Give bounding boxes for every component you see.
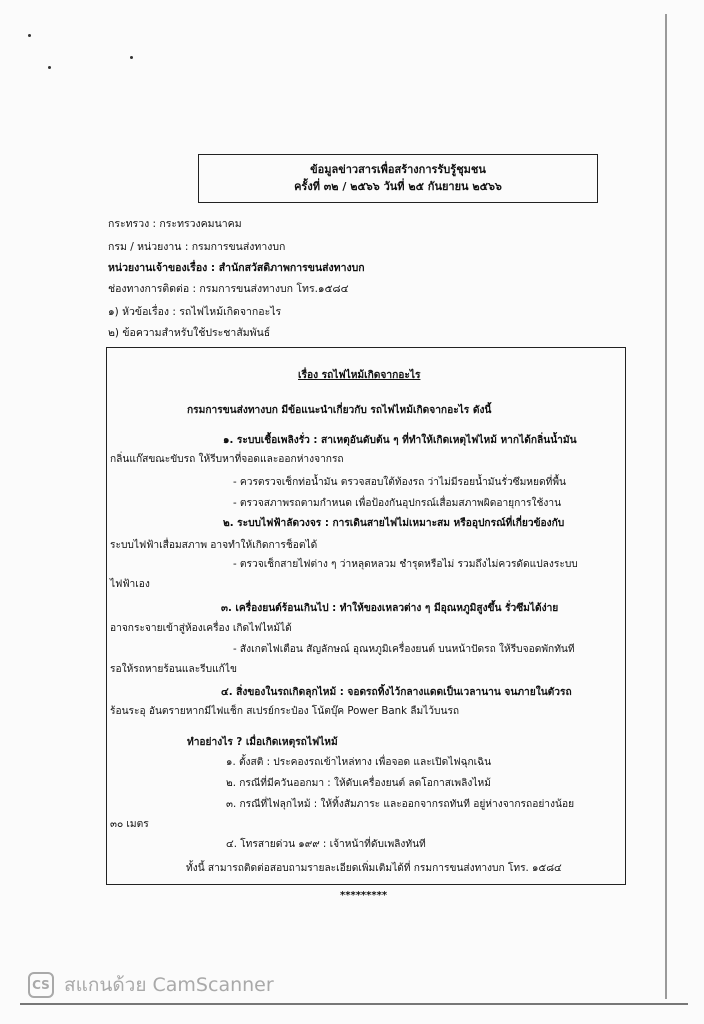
scan-speck (48, 66, 51, 69)
meta-pr-message: ๒) ข้อความสำหรับใช้ประชาสัมพันธ์ (108, 327, 271, 339)
section-2-bullet-1: - ตรวจเช็กสายไฟต่าง ๆ ว่าหลุดหลวม ชำรุดหรือไม่ รวมถึงไม่ควรดัดแปลงระบบ (233, 559, 578, 570)
how-to-step-3-cont: ๓๐ เมตร (110, 819, 149, 830)
camscanner-logo-icon: CS (28, 972, 54, 998)
how-to-step-3: ๓. กรณีที่ไฟลุกไหม้ : ให้ทิ้งสัมภาระ และออกจากรถทันที อยู่ห่างจากรถอย่างน้อย (226, 799, 575, 810)
section-3-heading: ๓. เครื่องยนต์ร้อนเกินไป : ทำให้ของเหลวต่าง ๆ มีอุณหภูมิสูงขึ้น รั่วซึมได้ง่าย (221, 603, 559, 614)
meta-contact: ช่องทางการติดต่อ : กรมการขนส่งทางบก โทร.๑๕๘๔ (108, 283, 349, 295)
section-2-bullet-1-cont: ไฟฟ้าเอง (110, 579, 150, 590)
camscanner-watermark (28, 970, 274, 1000)
section-2-text: ระบบไฟฟ้าเสื่อมสภาพ อาจทำให้เกิดการช็อตได้ (110, 540, 318, 551)
section-1-bullet-1: - ควรตรวจเช็กท่อน้ำมัน ตรวจสอบใต้ท้องรถ ว่าไม่มีรอยน้ำมันรั่วซึมหยดที่พื้น (233, 477, 566, 488)
how-to-step-2: ๒. กรณีที่มีควันออกมา : ให้ดับเครื่องยนต์ ลดโอกาสเพลิงไหม้ (226, 778, 491, 789)
header-box (198, 154, 598, 203)
meta-ministry: กระทรวง : กระทรวงคมนาคม (108, 218, 242, 230)
header-title: ข้อมูลข่าวสารเพื่อสร้างการรับรู้ชุมชน (310, 163, 486, 176)
end-mark: ********* (340, 890, 388, 901)
scan-speck (28, 34, 31, 37)
section-4-text: ร้อนระอุ อันตรายหากมีไฟแช็ก สเปรย์กระป๋อง โน้ตบุ๊ค Power Bank ลืมไว้บนรถ (110, 706, 460, 717)
section-4-heading: ๔. สิ่งของในรถเกิดลุกไหม้ : จอดรถทิ้งไว้กลางแดดเป็นเวลานาน จนภายในตัวรถ (221, 687, 572, 698)
section-3-bullet-1: - สังเกตไฟเตือน สัญลักษณ์ อุณหภูมิเครื่องยนต์ บนหน้าปัดรถ ให้รีบจอดพักทันที (233, 644, 575, 655)
camscanner-text: สแกนด้วย CamScanner (64, 974, 274, 996)
meta-department: กรม / หน่วยงาน : กรมการขนส่งทางบก (108, 241, 286, 253)
meta-owner-unit: หน่วยงานเจ้าของเรื่อง : สำนักสวัสดิภาพการขนส่งทางบก (108, 262, 365, 274)
section-2-heading: ๒. ระบบไฟฟ้าลัดวงจร : การเดินสายไฟไม่เหมาะสม หรืออุปกรณ์ที่เกี่ยวข้องกับ (223, 518, 565, 529)
section-3-bullet-1-cont: รอให้รถหายร้อนและรีบแก้ไข (110, 664, 237, 675)
page-bottom-line (20, 1003, 688, 1005)
closing-text: ทั้งนี้ สามารถติดต่อสอบถามรายละเอียดเพิ่มเติมได้ที่ กรมการขนส่งทางบก โทร. ๑๕๘๔ (186, 863, 562, 874)
how-to-step-1: ๑. ตั้งสติ : ประคองรถเข้าไหล่ทาง เพื่อจอด และเปิดไฟฉุกเฉิน (226, 757, 492, 768)
section-1-text: กลิ่นแก๊สขณะขับรถ ให้รีบหาที่จอดและออกห่างจากรถ (110, 454, 344, 465)
section-1-bullet-2: - ตรวจสภาพรถตามกำหนด เพื่อป้องกันอุปกรณ์เสื่อมสภาพผิดอายุการใช้งาน (233, 498, 562, 509)
article-intro: กรมการขนส่งทางบก มีข้อแนะนำเกี่ยวกับ รถไฟไหม้เกิดจากอะไร ดังนี้ (187, 405, 492, 416)
article-title: เรื่อง รถไฟไหม้เกิดจากอะไร (298, 370, 421, 381)
section-3-text: อาจกระจายเข้าสู่ห้องเครื่อง เกิดไฟไหม้ได้ (110, 623, 292, 634)
meta-topic: ๑) หัวข้อเรื่อง : รถไฟไหม้เกิดจากอะไร (108, 306, 282, 318)
how-to-step-4: ๔. โทรสายด่วน ๑๙๙ : เจ้าหน้าที่ดับเพลิงทันที (226, 839, 426, 850)
scan-speck (130, 56, 133, 59)
page-edge-line (665, 14, 667, 999)
section-1-heading: ๑. ระบบเชื้อเพลิงรั่ว : สาเหตุอันดับต้น ๆ ที่ทำให้เกิดเหตุไฟไหม้ หากได้กลิ่นน้ำมัน (223, 435, 577, 446)
header-issue: ครั้งที่ ๓๒ / ๒๕๖๖ วันที่ ๒๕ กันยายน ๒๕๖๖ (294, 180, 502, 193)
how-to-title: ทำอย่างไร ? เมื่อเกิดเหตุรถไฟไหม้ (187, 737, 338, 748)
